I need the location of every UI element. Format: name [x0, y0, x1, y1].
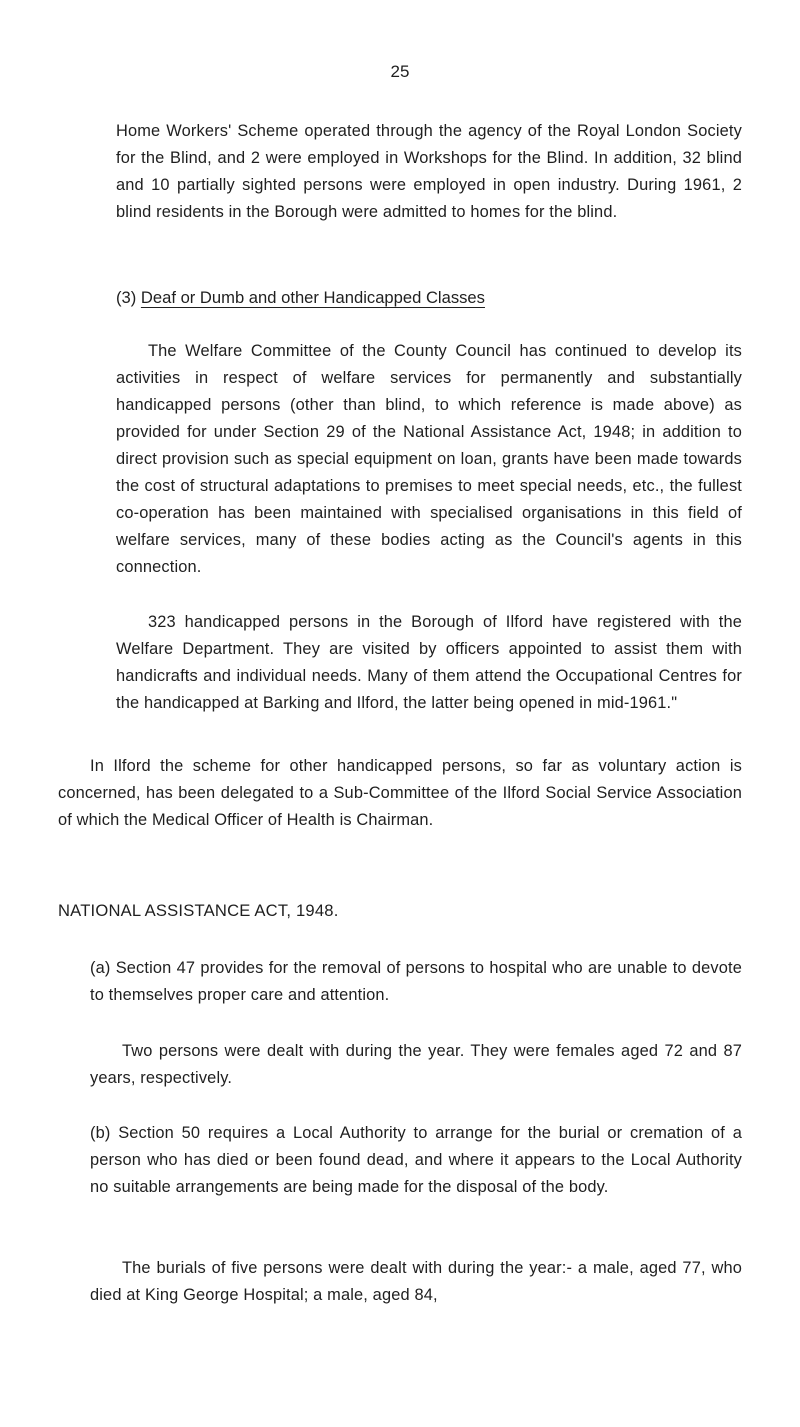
section-3-number: (3) [116, 288, 137, 307]
section-3-heading [116, 286, 485, 310]
paragraph-two-persons [90, 1038, 742, 1092]
paragraph-section-47-text: (a) Section 47 provides for the removal of persons to hospital who are unable to devote to themselves proper care and attention. [90, 959, 742, 1004]
paragraph-two-persons-text: Two persons were dealt with during the year. They were females aged 72 and 87 years, respectively. [90, 1042, 742, 1087]
paragraph-intro [116, 118, 742, 226]
paragraph-section-50 [90, 1120, 742, 1201]
paragraph-section-47 [90, 955, 742, 1009]
paragraph-intro-text: Home Workers' Scheme operated through the agency of the Royal London Society for the Blind, and 2 were employed in Workshops for the Blind. In addition, 32 blind and 10 partially sighted persons were employed in open industry. During 1961, 2 blind residents in the Borough were admitted to homes for the blind. [116, 122, 742, 221]
section-3-title: Deaf or Dumb and other Handicapped Classes [140, 288, 485, 307]
paragraph-section-50-text: (b) Section 50 requires a Local Authority to arrange for the burial or cremation of a person who has died or been found dead, and where it appears to the Local Authority no suitable arrangements are being made for the disposal of the body. [90, 1124, 742, 1196]
paragraph-ilford-scheme [58, 753, 742, 834]
paragraph-registered-text: 323 handicapped persons in the Borough of Ilford have registered with the Welfare Department. They are visited by officers appointed to assist them with handicrafts and individual needs. Many of them attend the Occupational Centres for the handicapped at Barking and Ilford, the latter being opened in mid-1961." [116, 613, 742, 712]
paragraph-welfare [116, 338, 742, 581]
paragraph-ilford-scheme-text: In Ilford the scheme for other handicapped persons, so far as voluntary action is concerned, has been delegated to a Sub-Committee of the Ilford Social Service Association of which the Medical Officer of Health is Chairman. [58, 757, 742, 829]
act-heading: NATIONAL ASSISTANCE ACT, 1948. [58, 901, 339, 920]
paragraph-registered [116, 609, 742, 717]
page-number: 25 [390, 62, 410, 81]
paragraph-burials [90, 1255, 742, 1309]
paragraph-welfare-text: The Welfare Committee of the County Council has continued to develop its activities in respect of welfare services for permanently and substantially handicapped persons (other than blind, to which reference is made above) as provided for under Section 29 of the National Assistance Act, 1948; in addition to direct provision such as special equipment on loan, grants have been made towards the cost of structural adaptations to premises to meet special needs, etc., the fullest co-operation has been maintained with specialised organisations in this field of welfare services, many of these bodies acting as the Council's agents in this connection. [116, 342, 742, 576]
paragraph-burials-text: The burials of five persons were dealt with during the year:- a male, aged 77, who died at King George Hospital; a male, aged 84, [90, 1259, 742, 1304]
